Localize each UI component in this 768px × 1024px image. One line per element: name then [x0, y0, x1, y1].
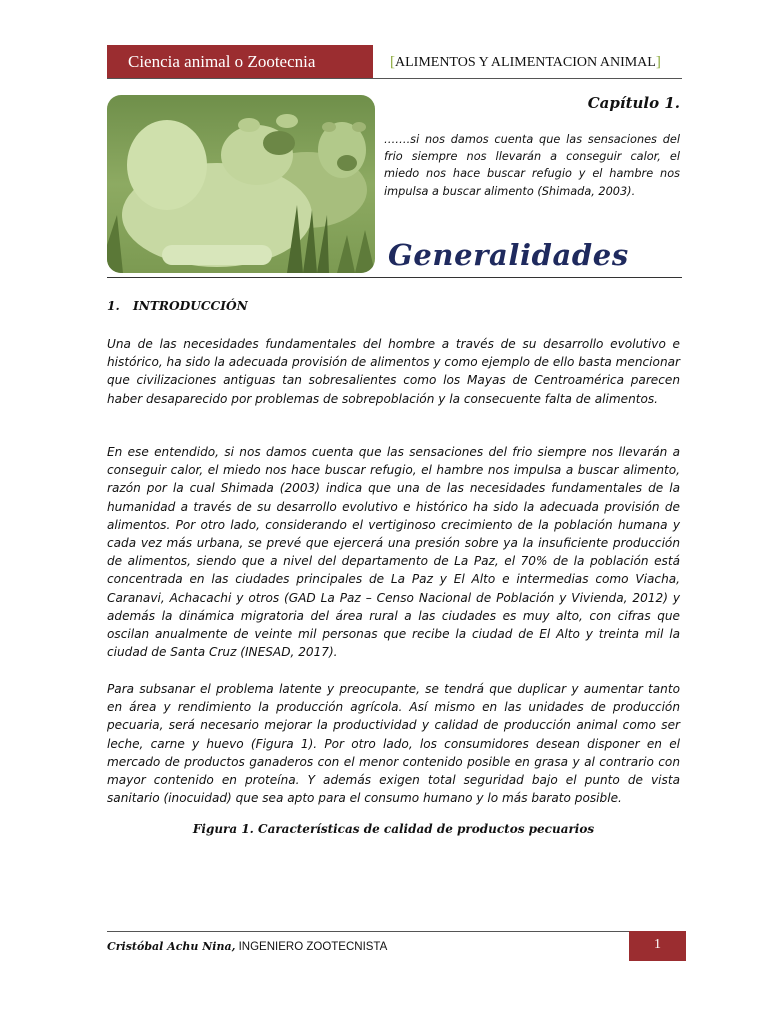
calves-photo-image: [107, 95, 375, 273]
paragraph: Para subsanar el problema latente y preocupante, se tendrá que duplicar y aumentar tanto en área y rendimiento la producción agrícola. Así mismo en las unidades de producción pecuaria, será necesario mejorar la productividad y calidad de producción animal como ser leche, carne y huevo (Figura 1). Por otro lado, los consumidores desean disponer en el mercado de productos ganaderos con el menor contenido posible en grasa y al contrario con mayor contenido en proteína. Y además exigen total seguridad bajo el punto de vista sanitario (inocuidad) que sea apto para el consumo humano y lo más barato posible.: [107, 682, 680, 806]
chapter-label: Capítulo 1.: [587, 94, 680, 112]
footer-divider: [107, 931, 629, 932]
paragraph: Una de las necesidades fundamentales del hombre a través de su desarrollo evolutivo e histórico, ha sido la adecuada provisión de alimentos y como ejemplo de ello basta mencionar que civilizaciones antiguas tan sobresalientes como los Mayas de Centroamérica parecen haber desaparecido por problemas de sobrepoblación y la consecuente falta de alimentos.: [107, 337, 680, 406]
header-divider: [107, 78, 682, 79]
title-divider: [107, 277, 682, 278]
page-number: 1: [629, 931, 686, 961]
chapter-title: Generalidades: [388, 238, 629, 272]
author-role: INGENIERO ZOOTECNISTA: [235, 941, 388, 953]
bracket-open: [: [390, 54, 395, 70]
section-number: 1.: [107, 299, 120, 313]
section-heading: [107, 299, 248, 313]
calves-photo: [107, 95, 375, 273]
paragraph: En ese entendido, si nos damos cuenta que las sensaciones del frio siempre nos llevarán a conseguir calor, el miedo nos hace buscar refugio, el hambre nos impulsa a buscar alimento, razón por la cual Shimada (2003) indica que una de las necesidades fundamentales de la humanidad a través de su desarrollo evolutivo e histórico ha sido la adecuada provisión de alimentos. Por otro lado, considerando el vertiginoso crecimiento de la población humana y cada vez más urbana, se prevé que ejercerá una presión sobre ya la insuficiente producción de alimentos, siendo que a nivel del departamento de La Paz, el 70% de la población está concentrada en las ciudades principales de La Paz y El Alto e intermedias como Viacha, Caranavi, Achacachi y otros (GAD La Paz – Censo Nacional de Población y Vivienda, 2012) y además la dinámica migratoria del área rural a las ciudades es muy alto, con cifras que oscilan anualmente de veinte mil personas que recibe la ciudad de El Alto y treinta mil la ciudad de Santa Cruz (INESAD, 2017).: [107, 445, 680, 660]
section-title: INTRODUCCIÓN: [133, 299, 248, 313]
header-right-title: [390, 50, 682, 74]
footer-author: [107, 939, 387, 953]
header-right-title-text: ALIMENTOS Y ALIMENTACION ANIMAL: [395, 55, 656, 70]
bracket-close: ]: [655, 54, 661, 70]
chapter-quote: …….si nos damos cuenta que las sensaciones del frio siempre nos llevarán a conseguir calor, el miedo nos hace buscar refugio y el hambre nos impulsa a buscar alimento (Shimada, 2003).: [384, 133, 680, 198]
author-name: Cristóbal Achu Nina,: [107, 940, 236, 953]
header-left-title: Ciencia animal o Zootecnia: [107, 45, 373, 78]
figure-caption: Figura 1. Características de calidad de productos pecuarios: [192, 822, 595, 836]
